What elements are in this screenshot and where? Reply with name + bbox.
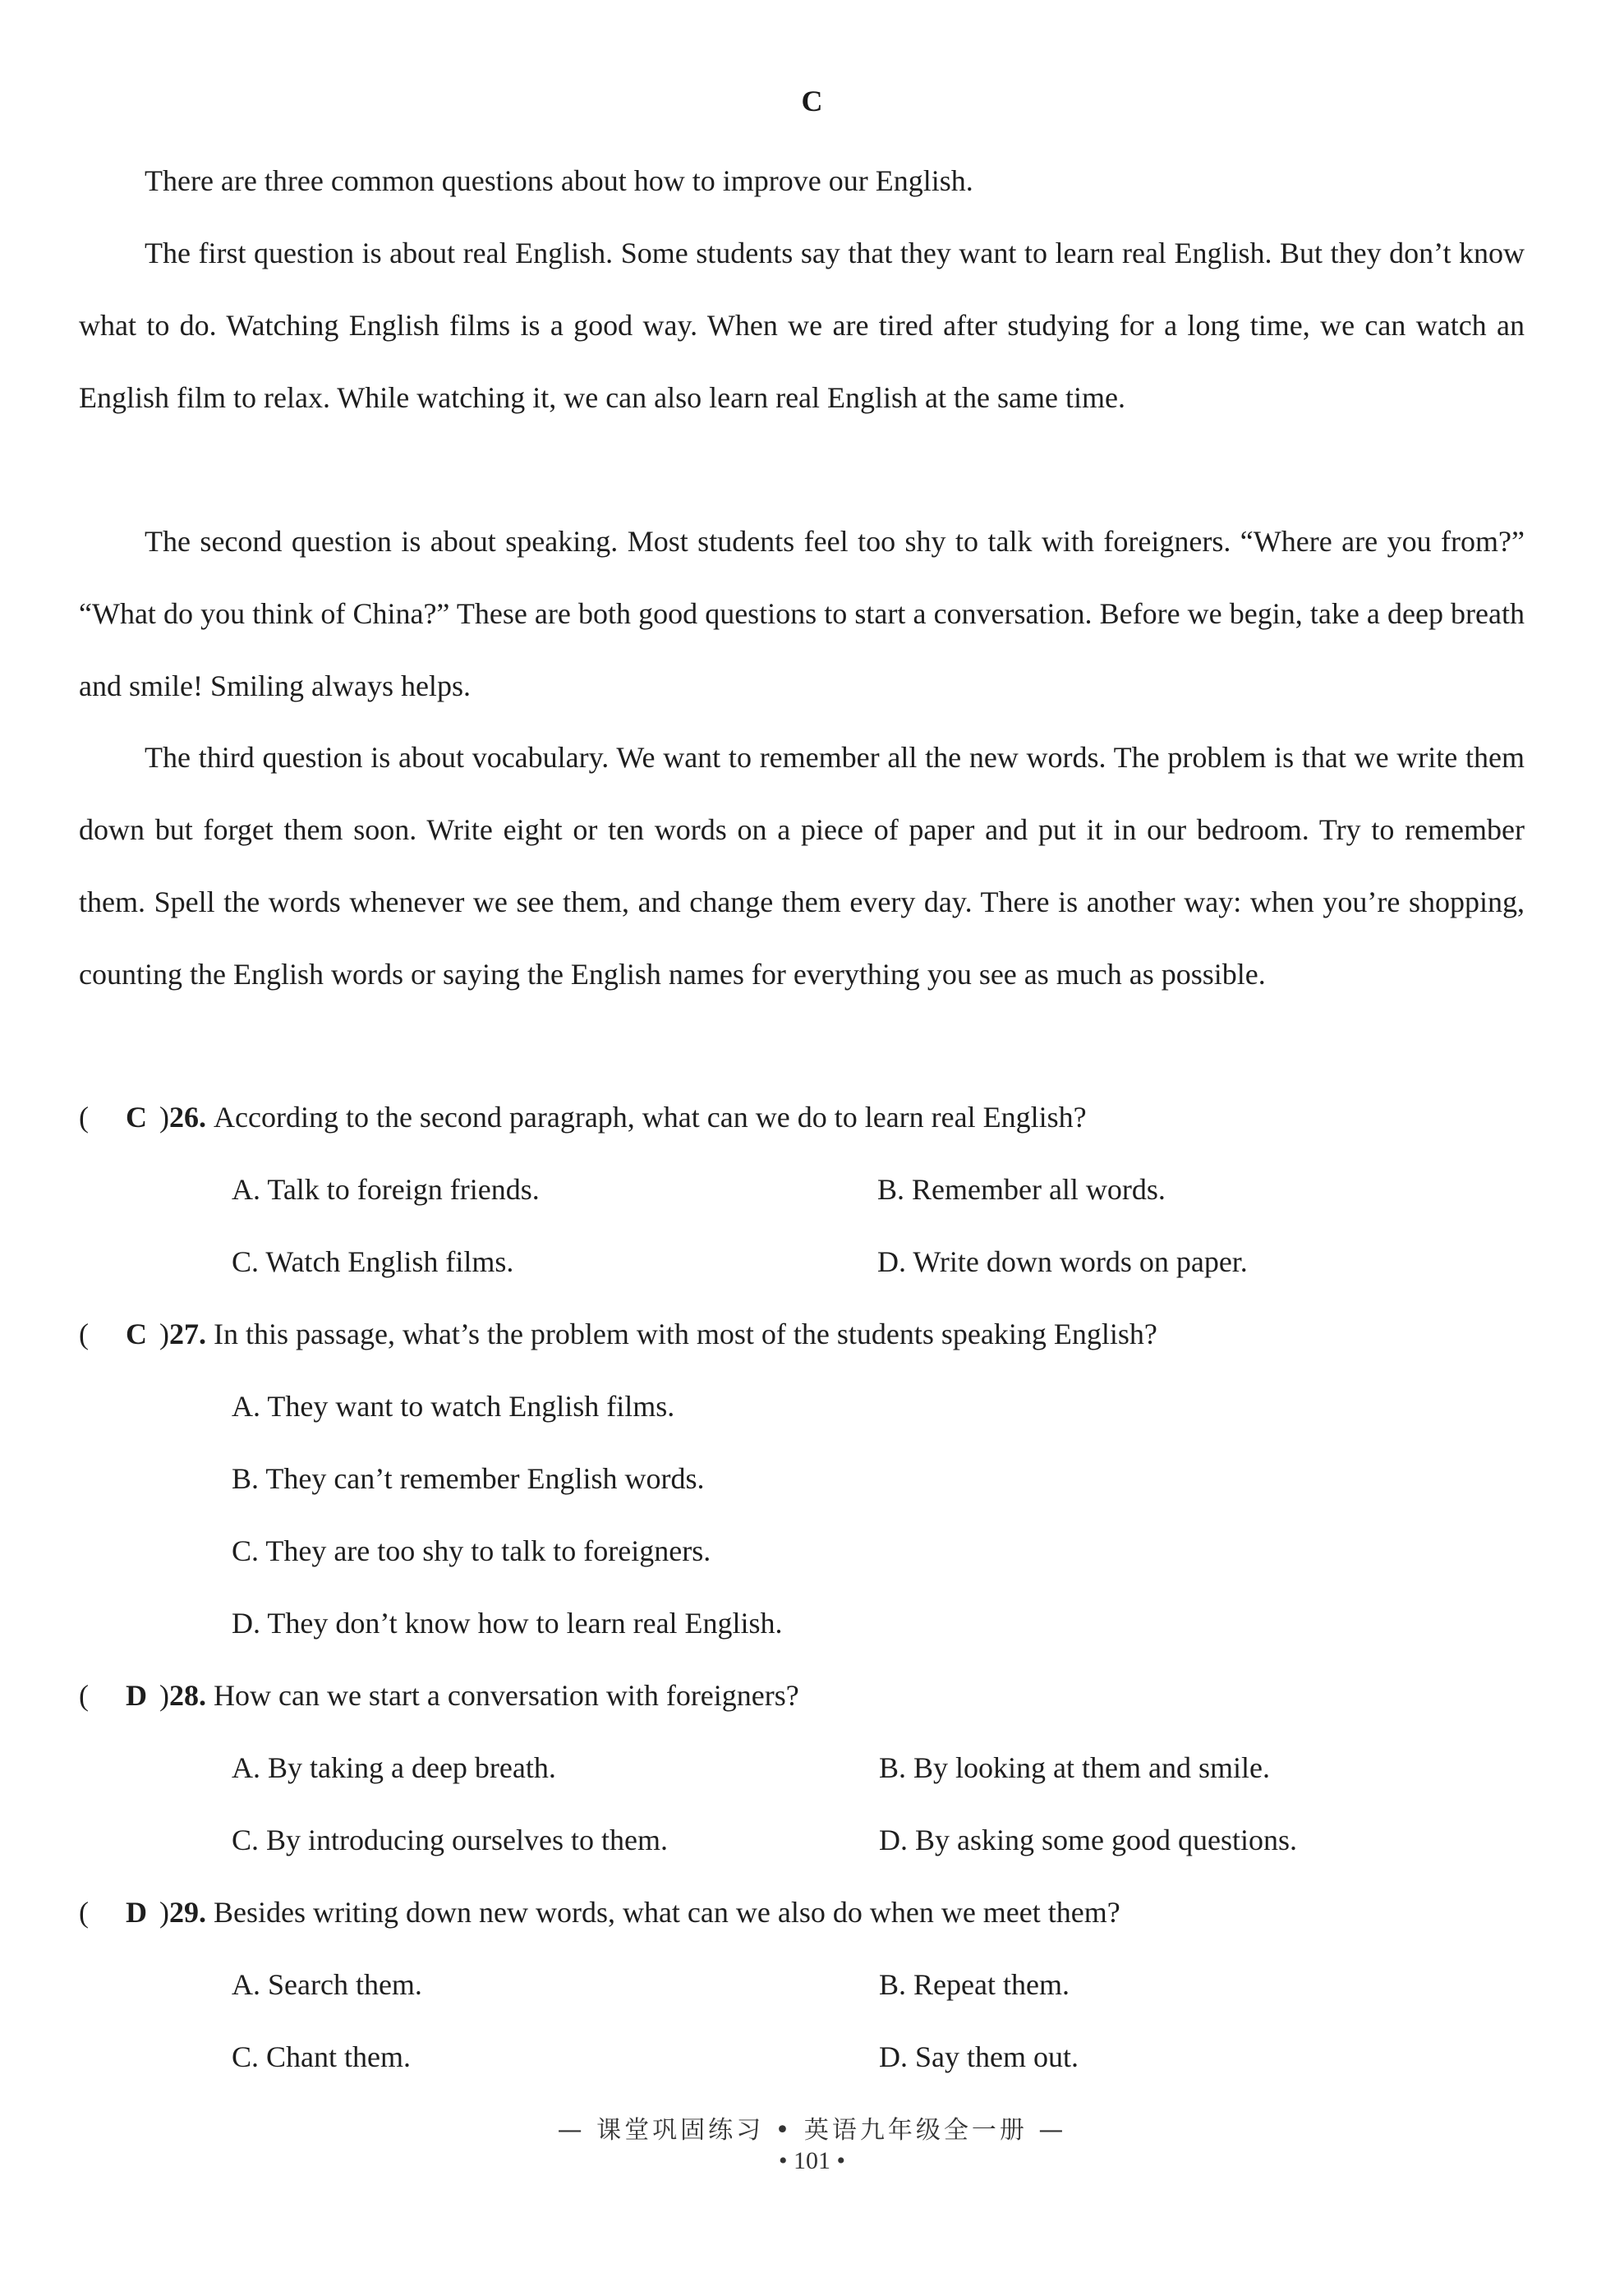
option-28-c: C. By introducing ourselves to them. bbox=[232, 1824, 668, 1856]
option-29-c: C. Chant them. bbox=[232, 2040, 411, 2073]
option-28-b: B. By looking at them and smile. bbox=[879, 1751, 1270, 1784]
answer-29: D bbox=[126, 1896, 147, 1929]
option-28-d: D. By asking some good questions. bbox=[879, 1824, 1297, 1856]
answer-27: C bbox=[126, 1318, 147, 1350]
page-number: • 101 • bbox=[778, 2147, 845, 2174]
question-28: ( D )28. How can we start a conversation with foreigners? bbox=[79, 1679, 799, 1712]
footer-title: — 课堂巩固练习 • 英语九年级全一册 — bbox=[557, 2116, 1067, 2145]
option-27-c: C. They are too shy to talk to foreigners. bbox=[232, 1534, 711, 1567]
section-heading: C bbox=[801, 85, 823, 117]
option-27-a: A. They want to watch English films. bbox=[232, 1390, 675, 1423]
question-29: ( D )29. Besides writing down new words, what can we also do when we meet them? bbox=[79, 1896, 1120, 1929]
option-26-a: A. Talk to foreign friends. bbox=[232, 1173, 540, 1206]
passage-paragraph-2: The first question is about real English. Some students say that they want to learn real English. But they don’t know what to do. Watching English films is a good way. When we are tired after studying for a long time, we can watch an English film to relax. While watching it, we can also learn real English at the same time. bbox=[79, 237, 1525, 414]
option-26-d: D. Write down words on paper. bbox=[877, 1245, 1248, 1278]
question-26: ( C )26. According to the second paragraph, what can we do to learn real English? bbox=[79, 1101, 1087, 1134]
option-27-b: B. They can’t remember English words. bbox=[232, 1462, 705, 1495]
option-26-c: C. Watch English films. bbox=[232, 1245, 514, 1278]
option-26-b: B. Remember all words. bbox=[877, 1173, 1166, 1206]
answer-28: D bbox=[126, 1679, 147, 1712]
option-27-d: D. They don’t know how to learn real English. bbox=[232, 1607, 783, 1640]
passage-paragraph-4: The third question is about vocabulary. We want to remember all the new words. The problem is that we write them down but forget them soon. Write eight or ten words on a piece of paper and put it in our bedroom. Try to remember them. Spell the words whenever we see them, and change them every day. There is another way: when you’re shopping, counting the English words or saying the English names for everything you see as much as possible. bbox=[79, 741, 1525, 991]
option-29-b: B. Repeat them. bbox=[879, 1968, 1070, 2001]
option-29-a: A. Search them. bbox=[232, 1968, 422, 2001]
option-28-a: A. By taking a deep breath. bbox=[232, 1751, 556, 1784]
answer-26: C bbox=[126, 1101, 147, 1134]
question-27: ( C )27. In this passage, what’s the problem with most of the students speaking English? bbox=[79, 1318, 1157, 1350]
passage-paragraph-1: There are three common questions about how to improve our English. bbox=[145, 164, 973, 197]
option-29-d: D. Say them out. bbox=[879, 2040, 1079, 2073]
passage-paragraph-3: The second question is about speaking. Most students feel too shy to talk with foreigners. “Where are you from?” “What do you think of China?” These are both good questions to start a conversation. Before we begin, take a deep breath and smile! Smiling always helps. bbox=[79, 525, 1525, 702]
